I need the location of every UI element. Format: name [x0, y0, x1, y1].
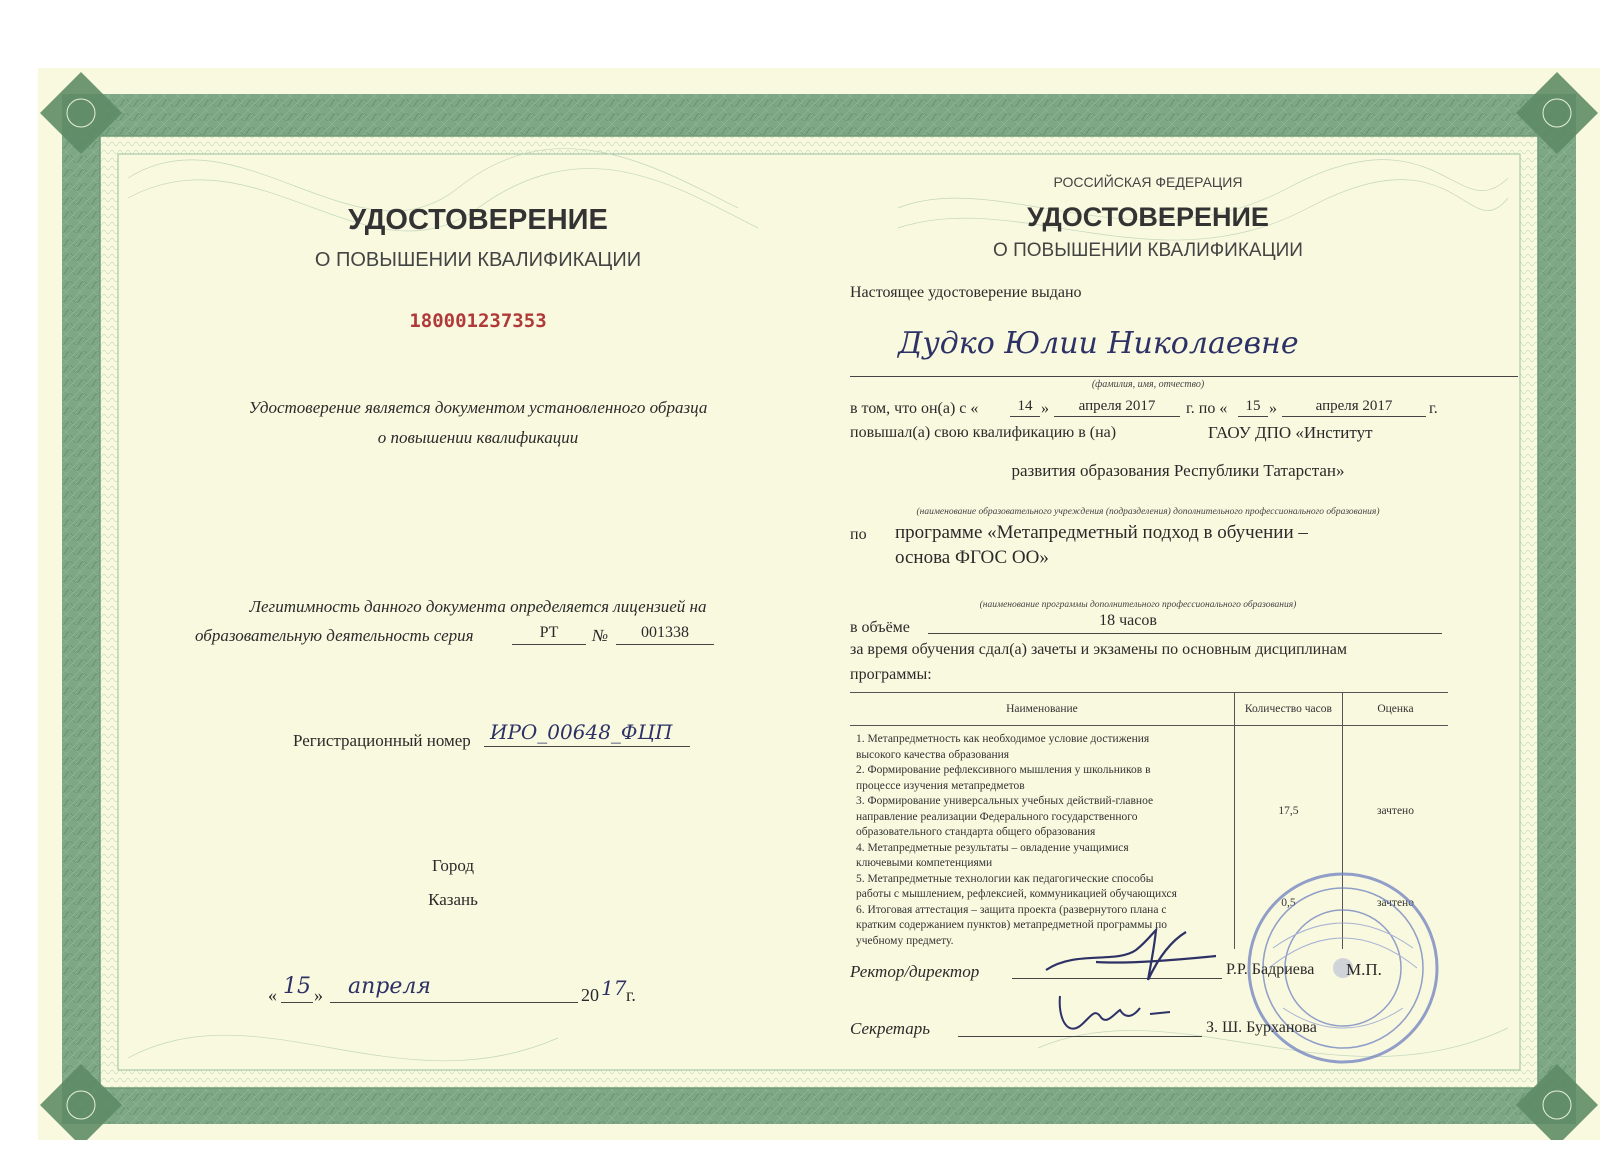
discipline-line: 5. Метапредметные технологии как педагогические способы	[856, 872, 1154, 885]
discipline-line: высокого качества образования	[856, 748, 1010, 761]
registration-label: Регистрационный номер	[293, 731, 471, 750]
volume-label: в объёме	[850, 619, 910, 636]
discipline-line: учебному предмету.	[856, 934, 954, 947]
date-close-quote: »	[314, 985, 323, 1005]
discipline-line: 6. Итоговая аттестация – защита проекта (развернутого плана с	[856, 903, 1167, 916]
discipline-line: 4. Метапредметные результаты – овладение учащимися	[856, 841, 1129, 854]
disciplines-cell	[850, 726, 1234, 950]
discipline-line: процессе изучения метапредметов	[856, 779, 1025, 792]
discipline-line: направление реализации Федерального государственного	[856, 810, 1138, 823]
to-month-year: апреля 2017	[1315, 398, 1393, 414]
period-text: в том, что он(а) с «	[850, 400, 979, 417]
discipline-line: образовательного стандарта общего образования	[856, 826, 1096, 838]
discipline-line: 3. Формирование универсальных учебных действий-главное	[856, 795, 1154, 807]
grade-value-1: зачтено	[1376, 805, 1414, 817]
discipline-line: кратким содержанием пунктов) метапредметной программы по	[856, 919, 1167, 931]
secretary-label: Секретарь	[850, 1019, 930, 1038]
secretary-name: З. Ш. Бурханова	[1206, 1019, 1317, 1036]
date-year-suffix: 17	[601, 976, 627, 1000]
po-label: по	[850, 526, 867, 543]
program-caption: (наименование программы дополнительного профессионального образования)	[979, 600, 1297, 610]
license-series: РТ	[539, 624, 559, 641]
to-day: 15	[1245, 398, 1261, 414]
date-year-prefix: 20	[581, 985, 599, 1005]
col-header-hours: Количество часов	[1234, 693, 1342, 726]
from-day: 14	[1017, 398, 1033, 414]
exams-line1: за время обучения сдал(а) зачеты и экзамены по основным дисциплинам	[850, 641, 1348, 658]
exams-line2: программы:	[850, 666, 932, 683]
city-label: Город	[432, 856, 474, 875]
doc-status-line1: Удостоверение является документом установленного образца	[248, 398, 708, 417]
certificate-sheet	[38, 68, 1600, 1140]
program-line2: основа ФГОС ОО»	[895, 547, 1049, 568]
issued-to-label: Настоящее удостоверение выдано	[850, 284, 1082, 301]
col-header-grade: Оценка	[1342, 693, 1448, 726]
rector-name: Р.Р. Бадриева	[1226, 961, 1315, 978]
doc-status-line2: о повышении квалификации	[377, 428, 579, 447]
right-subtitle: О ПОВЫШЕНИИ КВАЛИФИКАЦИИ	[993, 240, 1303, 261]
secretary-signature	[1050, 986, 1190, 1046]
from-quote-close: »	[1041, 400, 1049, 417]
improved-text: повышал(а) свою квалификацию в (на)	[850, 424, 1117, 441]
city-value: Казань	[428, 890, 478, 909]
institution-line1: ГАОУ ДПО «Институт	[1208, 423, 1373, 442]
rector-label: Ректор/директор	[850, 962, 980, 981]
registration-number: ИРО_00648_ФЦП	[490, 720, 673, 744]
certificate-number: 180001237353	[409, 310, 547, 332]
left-title: УДОСТОВЕРЕНИЕ	[348, 204, 608, 236]
to-text: г. по «	[1186, 400, 1228, 417]
license-line2: образовательную деятельность серия	[195, 626, 474, 645]
discipline-line: 1. Метапредметность как необходимое условие достижения	[856, 733, 1150, 745]
date-year-g: г.	[626, 985, 636, 1005]
holder-name: Дудко Юлии Николаевне	[898, 326, 1299, 361]
g-end: г.	[1429, 400, 1438, 417]
grade-value-2: зачтено	[1376, 896, 1414, 909]
left-subtitle: О ПОВЫШЕНИИ КВАЛИФИКАЦИИ	[314, 249, 642, 271]
date-day: 15	[283, 974, 311, 999]
from-month-year: апреля 2017	[1078, 398, 1156, 414]
right-title: УДОСТОВЕРЕНИЕ	[1027, 202, 1269, 232]
to-quote-close: »	[1269, 400, 1277, 417]
volume-value: 18 часов	[1099, 612, 1157, 629]
license-number-label: №	[592, 626, 609, 645]
discipline-line: 2. Формирование рефлексивного мышления у школьников в	[856, 764, 1151, 776]
license-number: 001338	[641, 624, 689, 641]
hours-value-2: 0,5	[1281, 896, 1296, 909]
date-open-quote: «	[268, 985, 277, 1005]
col-header-name: Наименование	[850, 693, 1234, 726]
country-label: РОССИЙСКАЯ ФЕДЕРАЦИЯ	[1053, 174, 1243, 190]
discipline-line: работы с мышлением, рефлексией, коммуникацией обучающихся	[856, 888, 1177, 900]
rector-signature	[1036, 920, 1226, 990]
program-line1: программе «Метапредметный подход в обучении –	[895, 522, 1308, 543]
license-line1: Легитимность данного документа определяется лицензией на	[249, 597, 707, 616]
discipline-line: ключевыми компетенциями	[856, 857, 993, 869]
institution-caption: (наименование образовательного учреждения (подразделения) дополнительного профессионального образования)	[916, 507, 1380, 517]
holder-name-caption: (фамилия, имя, отчество)	[1091, 379, 1205, 390]
seal-mp: М.П.	[1346, 960, 1382, 979]
hours-value-1: 17,5	[1278, 805, 1299, 817]
institution-line2: развития образования Республики Татарстан»	[1011, 461, 1345, 480]
date-month: апреля	[348, 974, 431, 999]
